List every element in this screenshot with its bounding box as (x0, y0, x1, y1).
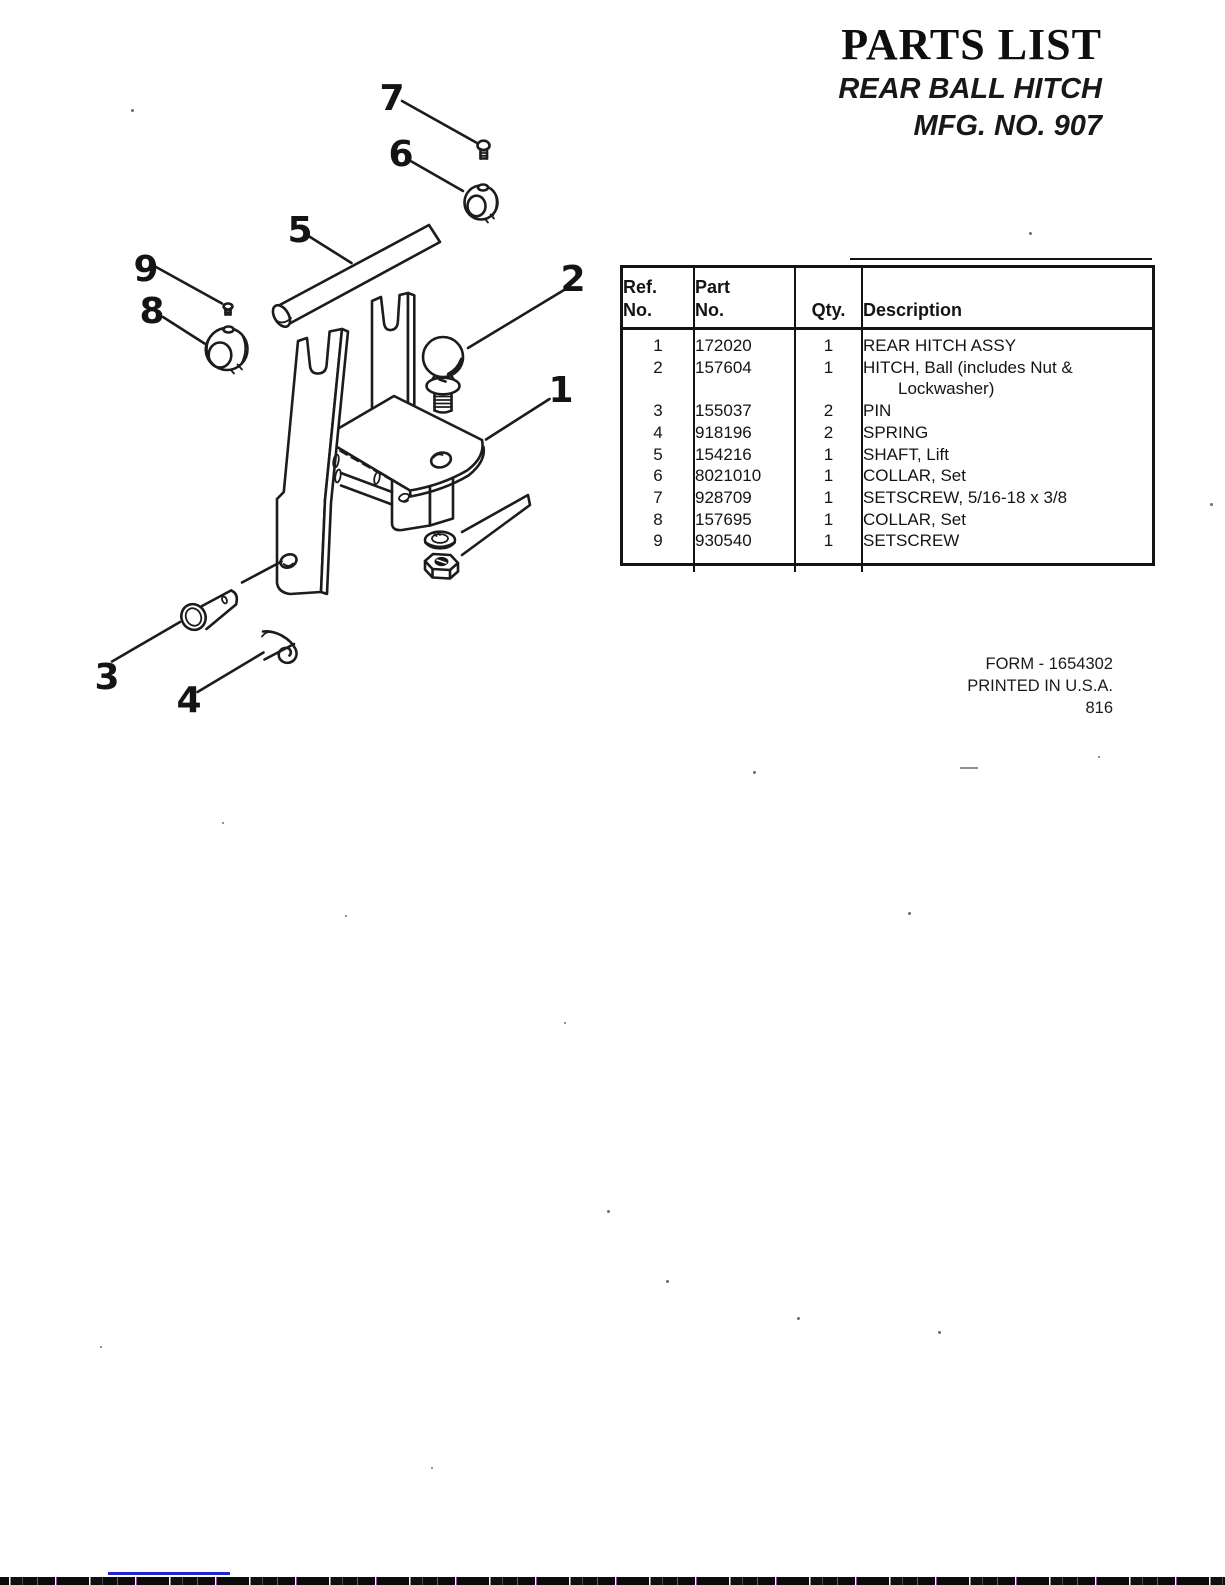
cell-ref: 5 (623, 444, 694, 466)
cell-part: 154216 (694, 444, 795, 466)
callout-2: 2 (560, 259, 586, 300)
cell-ref: 7 (623, 487, 694, 509)
cell-ref: 1 (623, 329, 694, 357)
cell-desc: PIN (863, 401, 892, 421)
table-row (623, 465, 1152, 487)
setscrew-part9-drawing (224, 304, 233, 315)
table-row (623, 357, 1152, 400)
cell-part: 8021010 (694, 465, 795, 487)
callout-6: 6 (388, 134, 414, 175)
scan-speck (753, 771, 756, 774)
scan-speck (131, 109, 134, 112)
cell-qty: 1 (795, 465, 862, 487)
table-row (623, 530, 1152, 552)
form-code: 816 (1085, 699, 1113, 717)
page-header (660, 22, 1102, 142)
scan-speck (222, 822, 224, 824)
cell-ref: 3 (623, 400, 694, 422)
scan-speck (1029, 232, 1032, 235)
table-row (623, 487, 1152, 509)
cell-part: 930540 (694, 530, 795, 552)
cell-desc: SETSCREW (863, 531, 960, 551)
leader-line-9 (156, 267, 222, 304)
cell-desc: SHAFT, Lift (863, 444, 949, 464)
parts-table (620, 265, 1155, 566)
cell-part: 928709 (694, 487, 795, 509)
scan-speck (345, 915, 347, 917)
cell-ref: 6 (623, 465, 694, 487)
cell-ref: 4 (623, 422, 694, 444)
table-row (623, 509, 1152, 531)
scan-line-artifact (850, 258, 1152, 260)
scan-edge-noise (0, 1577, 1225, 1585)
table-filler-cell (623, 552, 694, 572)
col-header-ref-no: Ref. No. (623, 268, 694, 329)
cell-qty: 1 (795, 487, 862, 509)
set-collar-part8-drawing (205, 327, 247, 374)
cell-ref: 9 (623, 530, 694, 552)
cell-qty: 1 (795, 509, 862, 531)
leader-line-2 (468, 290, 564, 348)
leader-line-5 (309, 236, 352, 263)
callout-1: 1 (548, 370, 574, 411)
cell-part: 172020 (694, 329, 795, 357)
scan-speck (431, 1467, 433, 1469)
subtitle-mfg-no: MFG. NO. 907 (913, 110, 1102, 142)
page-title: PARTS LIST (841, 20, 1102, 69)
scan-speck (607, 1210, 610, 1213)
cell-part: 157604 (694, 357, 795, 400)
table-filler-cell (862, 552, 1152, 572)
exploded-view-diagram (0, 0, 660, 760)
table-header-row (623, 268, 1152, 329)
cell-desc: COLLAR, Set (863, 466, 966, 486)
table-filler-cell (694, 552, 795, 572)
cell-part: 918196 (694, 422, 795, 444)
scan-speck (666, 1280, 669, 1283)
hex-nut-drawing (425, 554, 458, 579)
leader-line-1 (486, 399, 550, 440)
scan-speck (938, 1331, 941, 1334)
leader-line-6 (412, 162, 464, 192)
cell-desc: COLLAR, Set (863, 509, 966, 529)
callout-5: 5 (287, 210, 313, 251)
set-collar-part6-drawing (465, 185, 498, 223)
leader-line-4 (198, 653, 264, 693)
table-row (623, 422, 1152, 444)
scan-speck (564, 1022, 566, 1024)
scan-speck (1210, 503, 1213, 506)
cell-part: 155037 (694, 400, 795, 422)
table-row (623, 329, 1152, 357)
pin-part3-drawing (177, 591, 237, 634)
table-row (623, 444, 1152, 466)
cell-ref: 8 (623, 509, 694, 531)
callout-8: 8 (139, 291, 165, 332)
scan-speck (1098, 756, 1100, 758)
table-filler-row (623, 552, 1152, 572)
callout-7: 7 (379, 78, 405, 119)
cell-qty: 1 (795, 329, 862, 357)
leader-line-8 (163, 317, 205, 344)
col-header-part-no: Part No. (694, 268, 795, 329)
cell-desc: SETSCREW, 5/16-18 x 3/8 (863, 487, 1068, 507)
cell-desc: SPRING (863, 422, 929, 442)
leader-line-3 (112, 622, 180, 662)
cell-qty: 1 (795, 357, 862, 400)
printed-in: PRINTED IN U.S.A. (967, 677, 1113, 695)
table-row (623, 400, 1152, 422)
col-header-description: Description (862, 268, 1152, 329)
hairpin-clip-part4-drawing (262, 631, 297, 663)
subtitle-product: REAR BALL HITCH (838, 73, 1102, 105)
cell-desc: REAR HITCH ASSY (863, 336, 1017, 355)
scan-speck (100, 1346, 102, 1348)
scan-speck (908, 912, 911, 915)
cell-qty: 2 (795, 400, 862, 422)
col-header-qty: Qty. (795, 268, 862, 329)
cell-ref: 2 (623, 357, 694, 400)
callout-4: 4 (176, 680, 202, 721)
hitch-ball-part2-drawing (423, 337, 463, 413)
scan-speck (797, 1317, 800, 1320)
cell-qty: 1 (795, 530, 862, 552)
cell-desc: HITCH, Ball (includes Nut & Lockwasher) (863, 357, 1073, 399)
setscrew-part7-drawing (478, 141, 490, 159)
callout-3: 3 (94, 657, 120, 698)
leader-line-pin-to-hole (242, 562, 282, 583)
scan-dash-artifact (960, 767, 978, 769)
cell-part: 157695 (694, 509, 795, 531)
lockwasher-drawing (425, 532, 455, 549)
form-number: FORM - 1654302 (985, 655, 1113, 673)
cell-qty: 1 (795, 444, 862, 466)
form-info (813, 653, 1113, 719)
scan-blue-line-artifact (108, 1572, 230, 1575)
hardware-callout-bracket (462, 495, 530, 555)
table-filler-cell (795, 552, 862, 572)
cell-qty: 2 (795, 422, 862, 444)
callout-9: 9 (133, 249, 159, 290)
